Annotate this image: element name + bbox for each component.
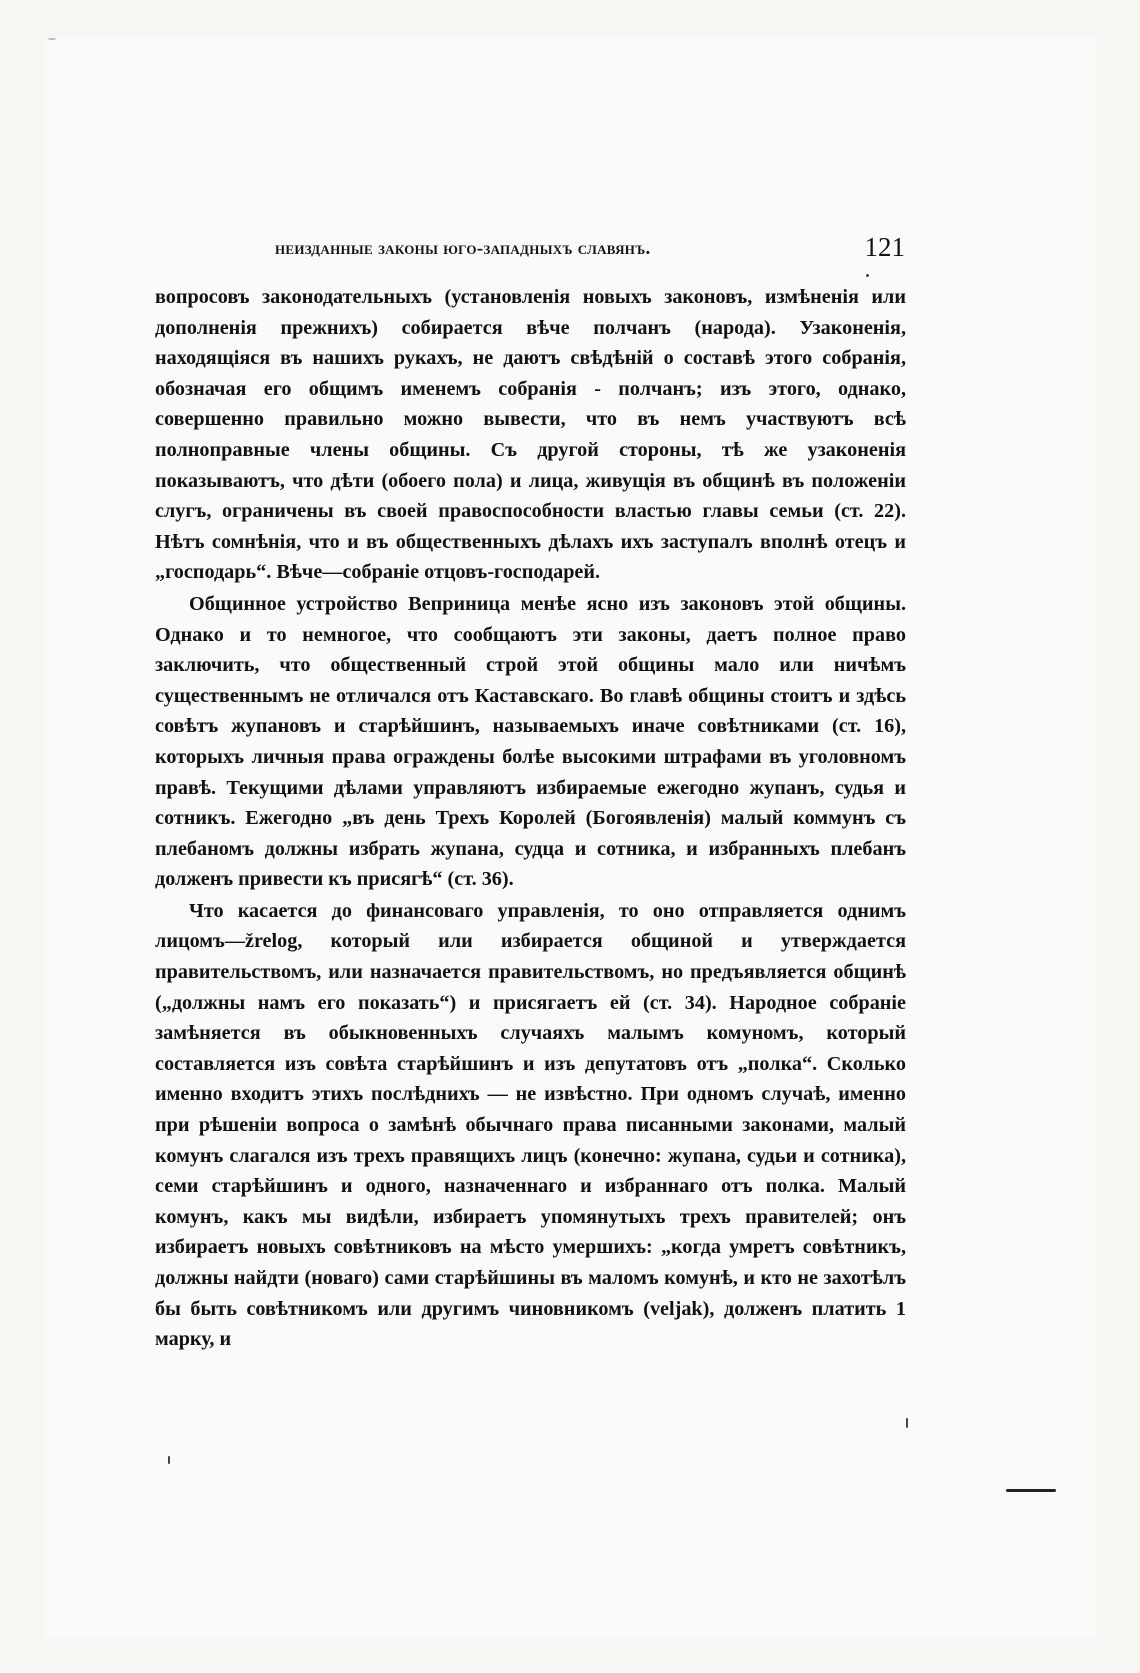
page-header — [155, 232, 905, 272]
paragraph-2: Общинное устройство Веприница менѣе ясно изъ законовъ этой общины. Однако и то немногое, что сообщаютъ эти законы, даетъ полное право заключить, что общественный строй этой общины мало или ничѣмъ существеннымъ не отличался отъ Каставскаго. Во главѣ общины стоитъ и здѣсь совѣтъ жупановъ и старѣйшинъ, называемыхъ иначе совѣтниками (ст. 16), которыхъ личныя права ограждены болѣе высокими штрафами въ уголовномъ правѣ. Текущими дѣлами управляютъ избираемые ежегодно жупанъ, судья и сотникъ. Ежегодно „въ день Трехъ Королей (Богоявленія) малый коммунъ съ плебаномъ должны избрать жупана, судца и сотника, и избранныхъ плебанъ долженъ привести къ присягѣ“ (ст. 36). — [155, 592, 906, 891]
paragraph-3: Что касается до финансоваго управленія, то оно отправляется однимъ лицомъ—žrelog, который или избирается общиной и утверждается правительствомъ, или назначается правительствомъ, но предъявляется общинѣ („должны намъ его показать“) и присягаетъ ей (ст. 34). Народное собраніе замѣняется въ обыкновенныхъ случаяхъ малымъ комуномъ, который составляется изъ совѣта старѣйшинъ и изъ депутатовъ отъ „полка“. Сколько именно входитъ этихъ послѣднихъ — не извѣстно. При одномъ случаѣ, именно при рѣшеніи вопроса о замѣнѣ обычнаго права писанными законами, малый комунъ слагался изъ трехъ правящихъ лицъ (конечно: жупана, судьи и сотника), семи старѣйшинъ и одного, назначеннаго и избраннаго отъ полка. Малый комунъ, какъ мы видѣли, избираетъ упомянутыхъ трехъ правителей; онъ избираетъ новыхъ совѣтниковъ на мѣсто умершихъ: „когда умретъ совѣтникъ, должны найдти (новаго) сами старѣйшины въ маломъ комунѣ, и кто не захотѣлъ бы быть совѣтникомъ или другимъ чиновникомъ (veljak), долженъ платить 1 марку, и — [155, 899, 906, 1351]
scan-speck — [866, 274, 869, 277]
margin-dash-mark — [1006, 1489, 1056, 1492]
scan-speck — [168, 1456, 170, 1464]
page-number: 121 — [864, 232, 905, 262]
scan-speck — [906, 1418, 908, 1428]
body-text — [155, 282, 906, 1355]
paragraph-1: вопросовъ законодательныхъ (установленія новыхъ законовъ, измѣненія или дополненія прежнихъ) собирается вѣче полчанъ (народа). Узаконенія, находящіяся въ нашихъ рукахъ, не даютъ свѣдѣній о составѣ этого собранія, обозначая его общимъ именемъ собранія - полчанъ; изъ этого, однако, совершенно правильно можно вывести, что въ немъ участвуютъ всѣ полноправные члены общины. Съ другой стороны, тѣ же узаконенія показываютъ, что дѣти (обоего пола) и лица, живущія въ общинѣ въ положеніи слугъ, ограничены въ своей правоспособности властью главы семьи (ст. 22). Нѣтъ сомнѣнія, что и въ общественныхъ дѣлахъ ихъ заступалъ вполнѣ отецъ и „господарь“. Вѣче—собраніе отцовъ-господарей. — [155, 286, 906, 584]
running-title: неизданные законы юго-западныхъ славянъ. — [275, 238, 651, 259]
scan-speck — [48, 38, 56, 40]
